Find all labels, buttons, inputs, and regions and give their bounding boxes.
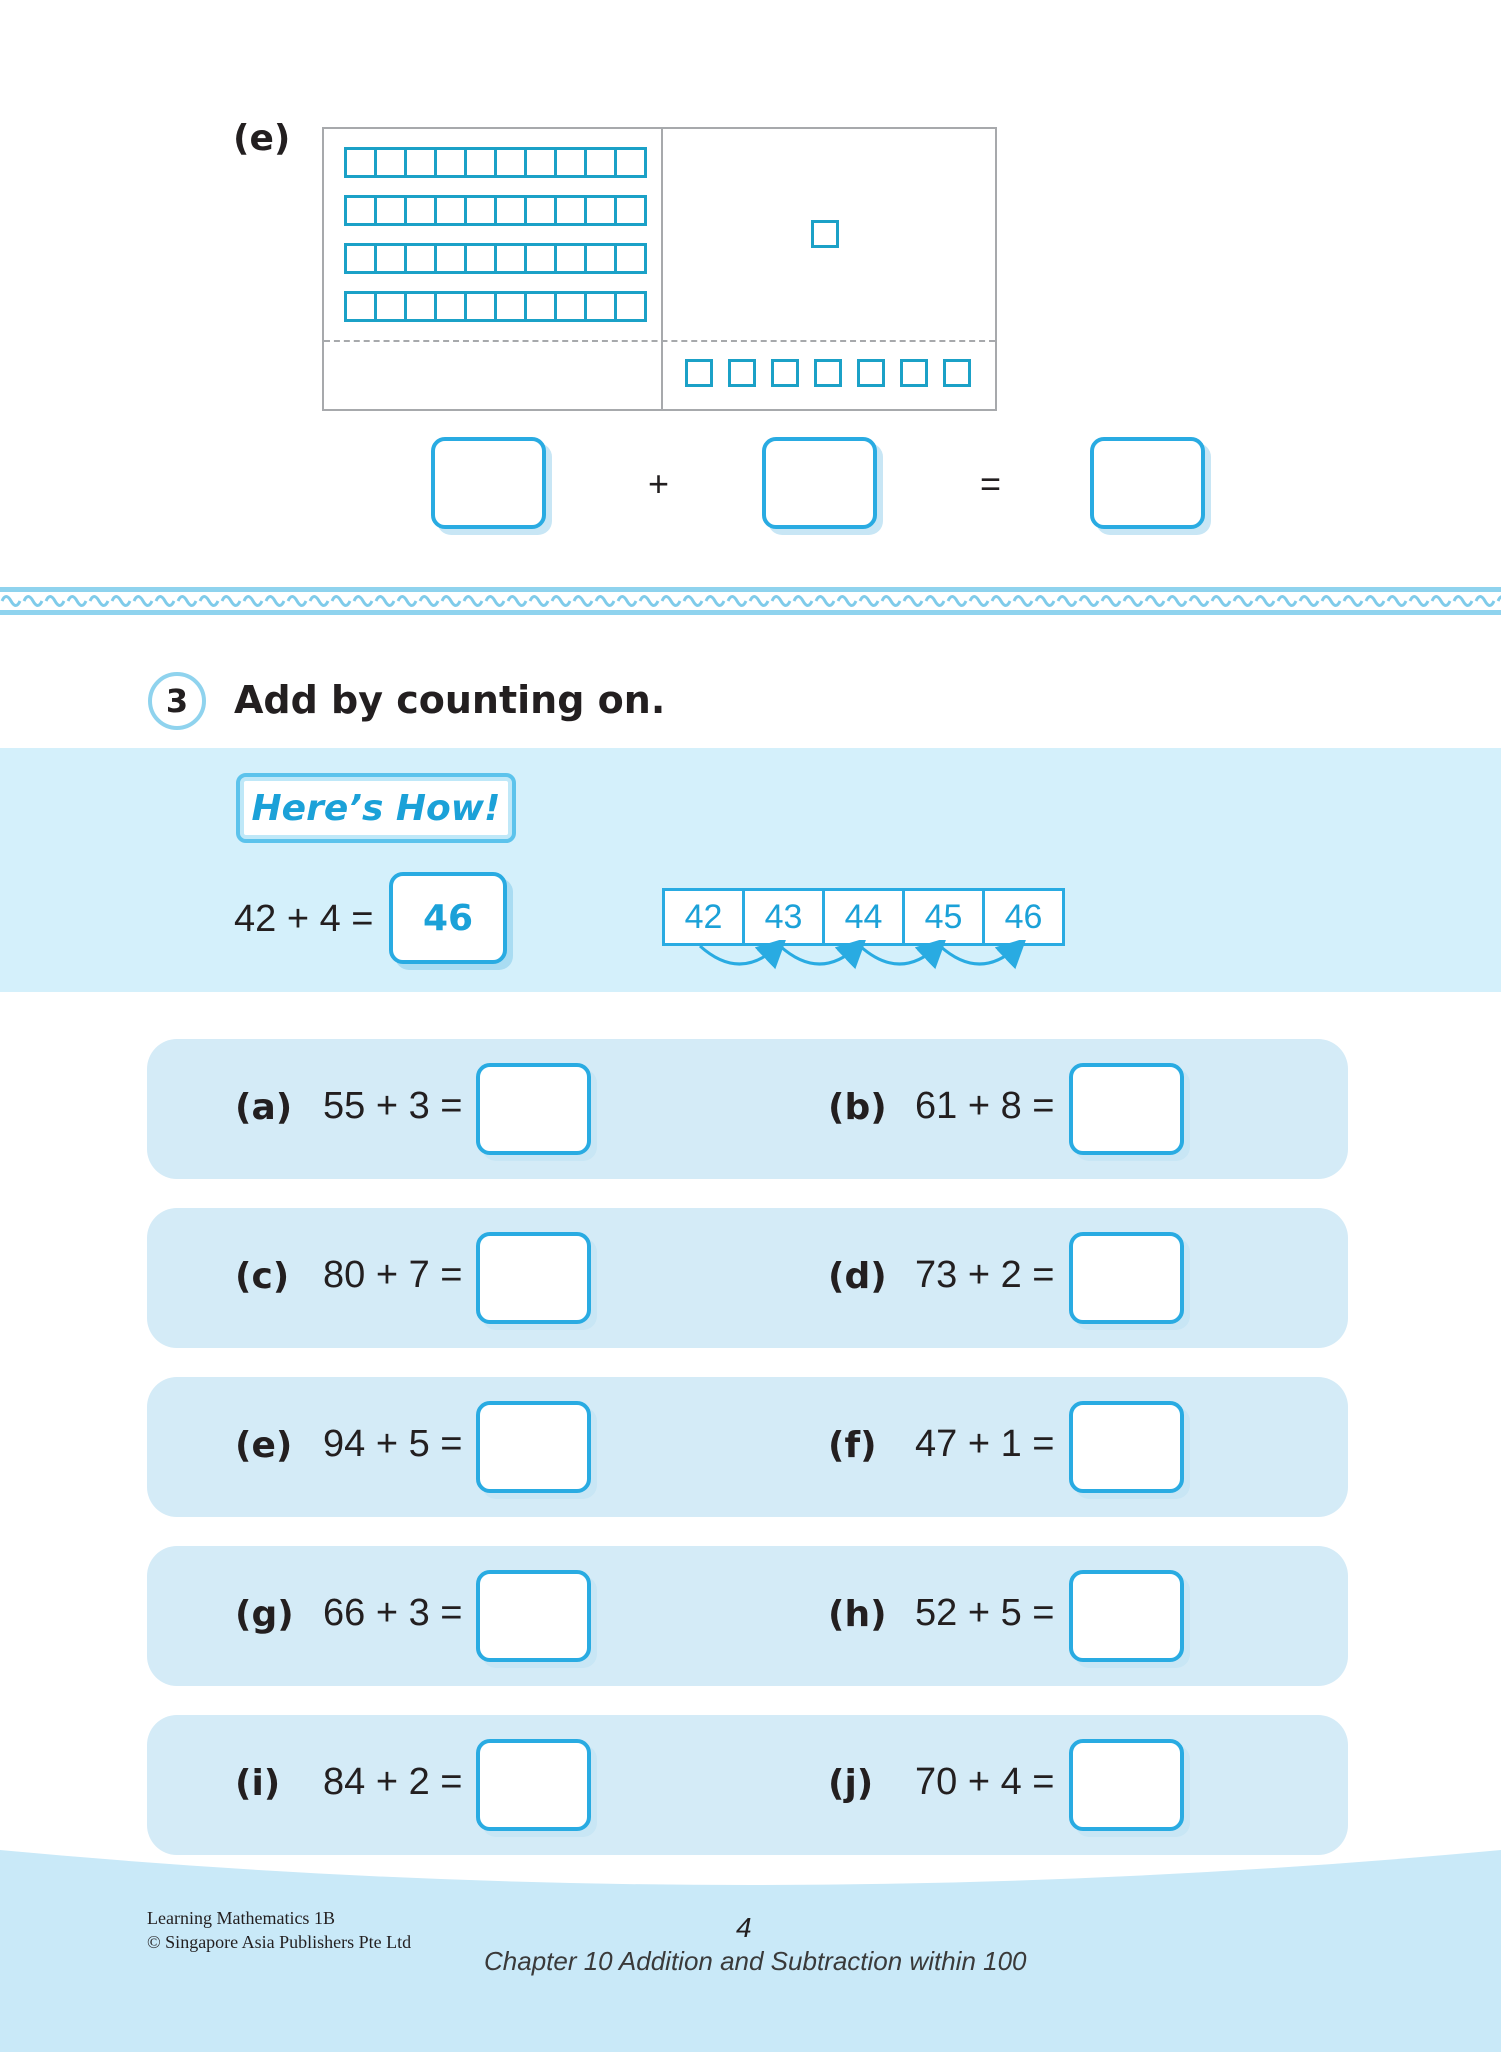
example-equation: 42 + 4 = xyxy=(234,898,374,940)
unit-cell xyxy=(467,150,497,175)
unit-cell xyxy=(407,246,437,271)
answer-box-j[interactable] xyxy=(1069,1739,1184,1831)
unit-cell xyxy=(377,150,407,175)
answer-box-a[interactable] xyxy=(476,1063,591,1155)
unit-cell xyxy=(497,246,527,271)
track-cell: 45 xyxy=(905,891,985,943)
unit-cell xyxy=(527,246,557,271)
exercise-equation: 94 + 5 = xyxy=(323,1423,463,1465)
place-value-chart xyxy=(322,127,997,411)
answer-box-c[interactable] xyxy=(476,1232,591,1324)
exercise-equation: 61 + 8 = xyxy=(915,1085,1055,1127)
plus-sign: + xyxy=(648,463,670,504)
unit-cell xyxy=(587,294,617,319)
unit-cell xyxy=(347,198,377,223)
footer-copyright: © Singapore Asia Publishers Pte Ltd xyxy=(147,1932,412,1952)
unit-cell xyxy=(347,294,377,319)
unit-cell xyxy=(527,198,557,223)
one-cube xyxy=(814,359,842,387)
unit-cell xyxy=(407,198,437,223)
unit-cell xyxy=(347,150,377,175)
answer-box-d[interactable] xyxy=(1069,1232,1184,1324)
unit-cell xyxy=(587,246,617,271)
track-cell: 43 xyxy=(745,891,825,943)
unit-cell xyxy=(497,198,527,223)
one-cube xyxy=(685,359,713,387)
exercise-equation: 66 + 3 = xyxy=(323,1592,463,1634)
exercise-equation: 55 + 3 = xyxy=(323,1085,463,1127)
tens-ones-divider xyxy=(661,129,663,409)
equals-sign: = xyxy=(980,463,1002,504)
unit-cell xyxy=(467,294,497,319)
unit-cell xyxy=(407,150,437,175)
footer-book-title: Learning Mathematics 1B xyxy=(147,1908,335,1928)
tens-answer-box[interactable] xyxy=(431,437,546,529)
one-cube xyxy=(857,359,885,387)
exercise-equation: 73 + 2 = xyxy=(915,1254,1055,1296)
unit-cell xyxy=(437,294,467,319)
exercise-row xyxy=(147,1715,1348,1855)
answer-box-g[interactable] xyxy=(476,1570,591,1662)
unit-cell xyxy=(527,150,557,175)
unit-cell xyxy=(437,246,467,271)
unit-cell xyxy=(377,246,407,271)
chapter-title: Chapter 10 Addition and Subtraction within 100 xyxy=(484,1946,1027,1976)
part-e-label: (e) xyxy=(233,118,291,159)
exercise-row xyxy=(147,1039,1348,1179)
exercise-label: (d) xyxy=(828,1256,887,1297)
exercise-label: (h) xyxy=(828,1594,887,1635)
exercise-equation: 52 + 5 = xyxy=(915,1592,1055,1634)
one-cube xyxy=(728,359,756,387)
answer-box-e[interactable] xyxy=(476,1401,591,1493)
exercise-equation: 84 + 2 = xyxy=(323,1761,463,1803)
one-cube xyxy=(943,359,971,387)
answer-box-b[interactable] xyxy=(1069,1063,1184,1155)
ten-rod xyxy=(344,243,647,274)
question-number-badge: 3 xyxy=(148,672,206,730)
track-cell: 42 xyxy=(665,891,745,943)
unit-cell xyxy=(557,198,587,223)
exercise-label: (j) xyxy=(828,1763,874,1804)
ten-rod xyxy=(344,195,647,226)
one-cube xyxy=(811,220,839,248)
counting-number-track xyxy=(662,888,1065,946)
answer-box-f[interactable] xyxy=(1069,1401,1184,1493)
unit-cell xyxy=(497,294,527,319)
ones-answer-box[interactable] xyxy=(762,437,877,529)
unit-cell xyxy=(467,198,497,223)
exercise-label: (i) xyxy=(235,1763,281,1804)
exercise-label: (c) xyxy=(235,1256,290,1297)
unit-cell xyxy=(617,294,644,319)
exercise-label: (f) xyxy=(828,1425,877,1466)
heres-how-badge: Here’s How! xyxy=(236,773,516,843)
question-title: Add by counting on. xyxy=(234,678,666,722)
unit-cell xyxy=(377,198,407,223)
ten-rod xyxy=(344,147,647,178)
footer-book-info xyxy=(147,1906,411,1954)
exercise-label: (g) xyxy=(235,1594,294,1635)
unit-cell xyxy=(617,246,644,271)
exercise-label: (b) xyxy=(828,1087,887,1128)
exercise-row xyxy=(147,1208,1348,1348)
unit-cell xyxy=(377,294,407,319)
unit-cell xyxy=(557,150,587,175)
page-number: 4 xyxy=(736,1912,752,1943)
decorative-divider-strip xyxy=(0,587,1501,615)
answer-box-h[interactable] xyxy=(1069,1570,1184,1662)
unit-cell xyxy=(347,246,377,271)
exercise-label: (e) xyxy=(235,1425,293,1466)
unit-cell xyxy=(527,294,557,319)
ten-rod xyxy=(344,291,647,322)
sum-answer-box[interactable] xyxy=(1090,437,1205,529)
unit-cell xyxy=(467,246,497,271)
unit-cell xyxy=(617,150,644,175)
exercise-equation: 80 + 7 = xyxy=(323,1254,463,1296)
track-cell: 44 xyxy=(825,891,905,943)
unit-cell xyxy=(587,198,617,223)
exercise-row xyxy=(147,1377,1348,1517)
counting-hop-arrows xyxy=(662,940,1072,980)
unit-cell xyxy=(557,246,587,271)
unit-cell xyxy=(557,294,587,319)
one-cube xyxy=(771,359,799,387)
dashed-separator xyxy=(324,340,995,342)
track-cell: 46 xyxy=(1004,897,1043,936)
answer-box-i[interactable] xyxy=(476,1739,591,1831)
one-cube xyxy=(900,359,928,387)
unit-cell xyxy=(497,150,527,175)
unit-cell xyxy=(437,150,467,175)
unit-cell xyxy=(617,198,644,223)
exercise-equation: 70 + 4 = xyxy=(915,1761,1055,1803)
example-answer-box: 46 xyxy=(389,872,507,964)
unit-cell xyxy=(437,198,467,223)
exercise-equation: 47 + 1 = xyxy=(915,1423,1055,1465)
unit-cell xyxy=(587,150,617,175)
unit-cell xyxy=(407,294,437,319)
exercise-label: (a) xyxy=(235,1087,293,1128)
exercise-row xyxy=(147,1546,1348,1686)
